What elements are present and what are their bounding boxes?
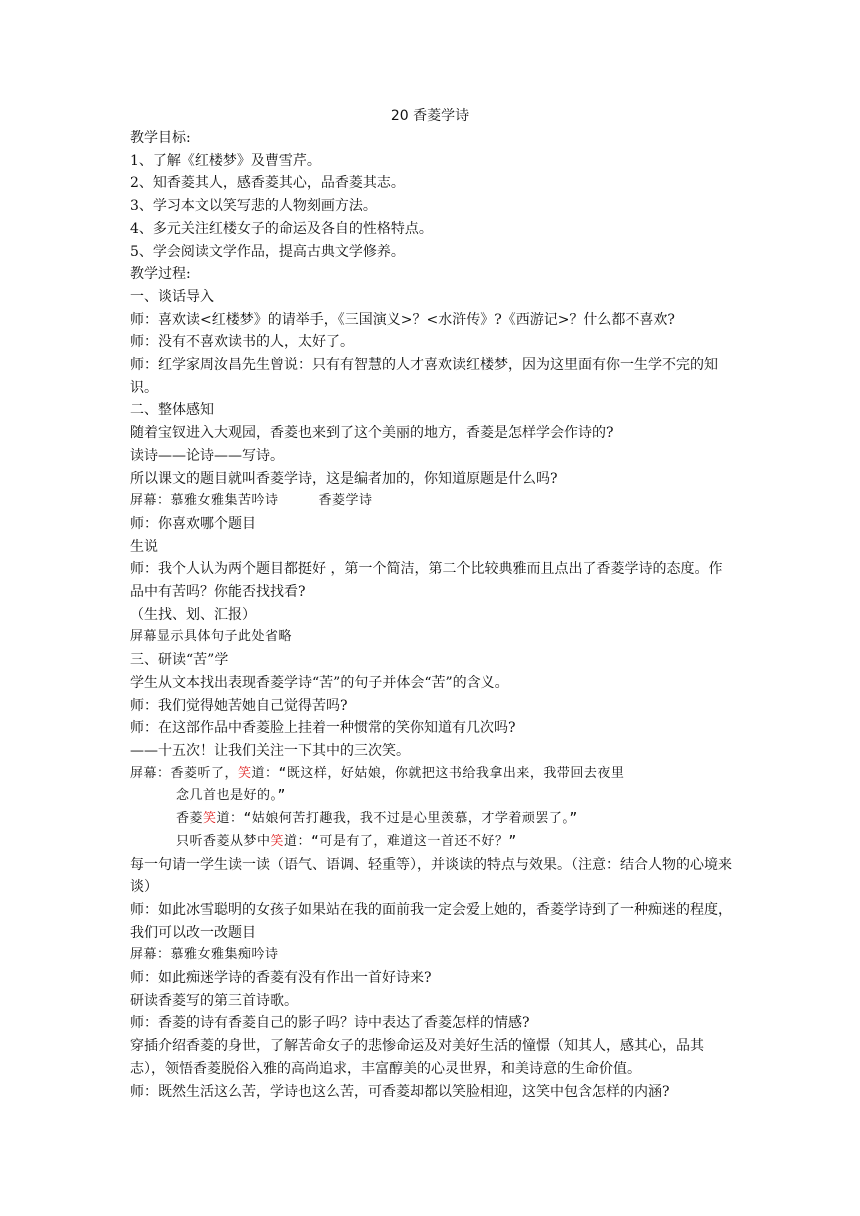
screen-title-b: 香菱学诗	[318, 493, 373, 509]
paragraph: 每一句请一学生读一读（语气、语调、轻重等），并谈读的特点与效果。（注意：结合人物的心境来谈）	[130, 856, 732, 896]
paragraph: 学生从文本找出表现香菱学诗“苦”的句子并体会“苦”的含义。	[130, 674, 509, 691]
quote-line	[130, 763, 732, 786]
paragraph: 生说	[130, 538, 158, 555]
process-heading: 教学过程:	[130, 266, 191, 283]
quote-text: 只听香菱从梦中	[176, 833, 271, 849]
goal-item: 3、学习本文以笑写悲的人物刻画方法。	[130, 198, 377, 215]
section-heading: 三、研读“苦”学	[130, 652, 229, 669]
paragraph: 师：我们觉得她苦她自己觉得苦吗?	[130, 697, 348, 714]
paragraph: 师：没有不喜欢读书的人，太好了。	[130, 334, 354, 351]
quote-line	[130, 808, 732, 831]
paragraph: 所以课文的题目就叫香菱学诗，这是编者加的，你知道原题是什么吗?	[130, 470, 558, 487]
highlight-smile: 笑	[270, 833, 285, 849]
document-body	[130, 127, 732, 1103]
screen-line: 屏幕显示具体句子此处省略	[130, 629, 293, 645]
quote-text: 道：“姑娘何苦打趣我，我不过是心里羡慕，才学着顽罢了。”	[216, 811, 578, 827]
paragraph: 师：红学家周汝昌先生曾说：只有有智慧的人才喜欢读红楼梦，因为这里面有你一生学不完的知识。	[130, 357, 718, 396]
paragraph: ——十五次！让我们关注一下其中的三次笑。	[130, 742, 410, 759]
section-heading: 一、谈话导入	[130, 288, 214, 305]
paragraph: 读诗——论诗——写诗。	[130, 447, 284, 464]
paragraph: 师：如此冰雪聪明的女孩子如果站在我的面前我一定会爱上她的，香菱学诗到了一种痴迷的程度，我们可以改一改题目	[130, 901, 732, 941]
paragraph: （生找、划、汇报）	[130, 606, 256, 623]
quote-line	[130, 831, 732, 854]
quote-text: 香菱	[176, 811, 204, 827]
paragraph: 随着宝钗进入大观园，香菱也来到了这个美丽的地方，香菱是怎样学会作诗的?	[130, 425, 614, 442]
quote-text: 道：“既这样，好姑娘，你就把这书给我拿出来，我带回去夜里	[251, 765, 625, 781]
highlight-smile: 笑	[203, 811, 217, 827]
paragraph: 研读香菱写的第三首诗歌。	[130, 992, 298, 1009]
screen-line: 屏幕：慕雅女雅集痴吟诗	[130, 947, 279, 963]
goals-heading: 教学目标:	[130, 130, 191, 146]
goal-item: 5、学会阅读文学作品，提高古典文学修养。	[130, 243, 405, 260]
paragraph: 师：在这部作品中香菱脸上挂着一种惯常的笑你知道有几次吗?	[130, 720, 516, 737]
goal-item: 1、了解《红楼梦》及曹雪芹。	[130, 152, 321, 169]
paragraph: 师：如此痴迷学诗的香菱有没有作出一首好诗来?	[130, 970, 432, 987]
page-title: 20 香菱学诗	[390, 108, 470, 124]
paragraph: 师：既然生活这么苦，学诗也这么苦，可香菱却都以笑脸相迎，这笑中包含怎样的内涵?	[130, 1083, 670, 1100]
paragraph: 师：你喜欢哪个题目	[130, 515, 256, 532]
paragraph: 穿插介绍香菱的身世，了解苦命女子的悲惨命运及对美好生活的憧憬（知其人，感其心，品其志），领悟香菱脱俗入雅的高尚追求，丰富醇美的心灵世界，和美诗意的生命价值。	[130, 1038, 704, 1077]
screen-line	[130, 490, 732, 513]
section-heading: 二、整体感知	[130, 402, 214, 419]
screen-title-a: 屏幕：慕雅女雅集苦吟诗	[130, 493, 279, 509]
paragraph: 师：喜欢读<红楼梦》的请举手，《三国演义>？<水浒传》?《西游记>？什么都不喜欢?	[130, 311, 675, 328]
quote-text: 屏幕：香菱听了，	[130, 765, 239, 781]
goal-item: 4、多元关注红楼女子的命运及各自的性格特点。	[130, 220, 433, 237]
paragraph: 师：香菱的诗有香菱自己的影子吗？诗中表达了香菱怎样的情感?	[130, 1015, 530, 1032]
highlight-smile: 笑	[238, 765, 252, 781]
paragraph: 师：我个人认为两个题目都挺好 ，第一个简洁，第二个比较典雅而且点出了香菱学诗的态度。作品中有苦吗？你能否找找看?	[130, 561, 723, 601]
quote-text: 道：“可是有了，难道这一首还不好？”	[284, 833, 517, 849]
goal-item: 2、知香菱其人，感香菱其心，品香菱其志。	[130, 175, 405, 192]
quote-line: 念几首也是好的。”	[176, 788, 286, 804]
